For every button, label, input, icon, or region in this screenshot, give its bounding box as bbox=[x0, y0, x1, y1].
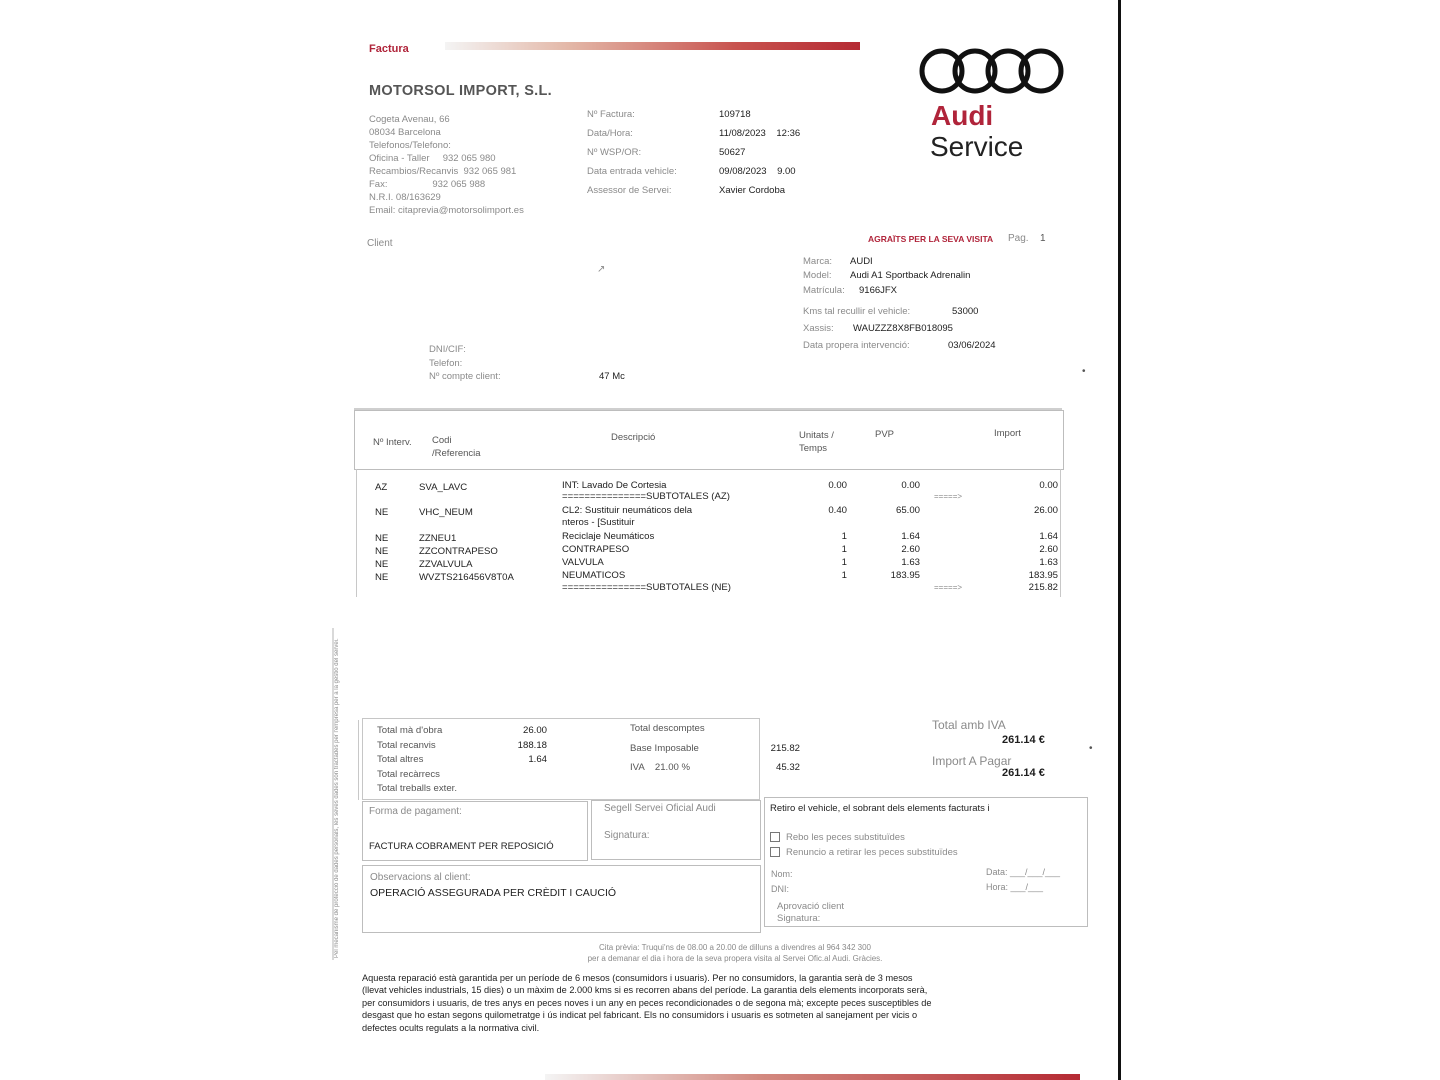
totals-value: 26.00 bbox=[522, 725, 547, 736]
row-description-line: VALVULA bbox=[562, 557, 604, 568]
invoice-info-label: Assessor de Servei: bbox=[587, 185, 672, 196]
row-pvp: 183.95 bbox=[890, 570, 920, 581]
invoice-info-value: 11/08/2023 12:36 bbox=[719, 128, 801, 139]
invoice-info-row bbox=[587, 166, 847, 185]
row-units: 1 bbox=[841, 531, 847, 542]
totals-left bbox=[377, 725, 552, 798]
checkbox-keep[interactable] bbox=[770, 832, 780, 842]
totals-label: IVA 21.00 % bbox=[630, 762, 691, 773]
approval-label: Aprovació client bbox=[777, 901, 845, 912]
row-description-line: ===============SUBTOTALES (AZ) bbox=[562, 491, 730, 502]
company-info-line: Telefonos/Telefono: bbox=[369, 140, 451, 151]
row-pvp: 1.64 bbox=[901, 531, 920, 542]
to-pay-label: Import A Pagar bbox=[932, 754, 1012, 768]
observations-label: Observacions al client: bbox=[370, 872, 471, 883]
table-right-border bbox=[1060, 469, 1061, 597]
vehicle-info-label: Model: bbox=[803, 270, 832, 281]
vehicle-info-value: WAUZZZ8X8FB018095 bbox=[853, 323, 953, 334]
footer-warranty-line: defectes ocults regulats a la normativa civil. bbox=[362, 1022, 540, 1033]
row-code: ZZVALVULA bbox=[419, 559, 473, 570]
table-row bbox=[372, 505, 1060, 529]
vehicle-info-value: 9166JFX bbox=[859, 285, 898, 296]
row-amount: 2.60 bbox=[1039, 544, 1058, 555]
footer-appointment-line: Cita prèvia: Truqui'ns de 08.00 a 20.00 de dilluns a divendres al 964 342 300 bbox=[599, 943, 871, 952]
vehicle-info-row bbox=[803, 270, 1063, 283]
invoice-info-value: 109718 bbox=[719, 109, 751, 120]
table-row bbox=[372, 557, 1060, 569]
table-row bbox=[372, 570, 1060, 582]
client-fields bbox=[429, 344, 689, 385]
footer-warranty-line: (llevat vehicles industrials, 15 dies) o un màxim de 2.000 kms si es recorren abans del període. La garantia dels elements incorporats serà, bbox=[362, 985, 928, 996]
totals-label: Base Imposable bbox=[630, 742, 699, 754]
row-units: 0.40 bbox=[828, 505, 847, 516]
visit-thanks: AGRAÏTS PER LA SEVA VISITA bbox=[868, 234, 994, 244]
row-amount: 1.63 bbox=[1039, 557, 1058, 568]
stamp-label: Segell Servei Oficial Audi bbox=[604, 803, 716, 814]
footer-gradient-bar bbox=[545, 1074, 1080, 1080]
client-field-row bbox=[429, 358, 689, 372]
table-left-border bbox=[356, 469, 357, 597]
totals-row bbox=[630, 762, 805, 782]
retire-name-label: Nom: bbox=[771, 869, 793, 879]
approval-signature-label: Signatura: bbox=[777, 913, 821, 924]
client-field-label: Nº compte client: bbox=[429, 371, 501, 382]
invoice-info-row bbox=[587, 128, 847, 147]
page-number: 1 bbox=[1040, 233, 1046, 244]
footer-warranty-line: Aquesta reparació està garantida per un període de 6 mesos (consumidors i usuaris). Per no consumidors, la garantia serà de 3 mesos bbox=[362, 973, 913, 983]
totals-label: Total mà d'obra bbox=[377, 725, 443, 736]
row-description bbox=[562, 531, 762, 543]
footer-appointment bbox=[540, 942, 930, 964]
header-num: Nº Interv. bbox=[373, 437, 412, 448]
row-amount: 0.00 bbox=[1039, 480, 1058, 491]
totals-value: 215.82 bbox=[770, 742, 800, 754]
row-description bbox=[562, 557, 762, 569]
header-description: Descripció bbox=[611, 432, 656, 443]
audi-rings-logo bbox=[918, 46, 1066, 96]
totals-row bbox=[377, 783, 552, 798]
row-code: SVA_LAVC bbox=[419, 482, 468, 493]
retire-option-keep[interactable] bbox=[770, 832, 905, 843]
row-description-line: NEUMATICOS bbox=[562, 570, 626, 581]
vehicle-info-label: Marca: bbox=[803, 256, 833, 267]
totals-value: 45.32 bbox=[775, 762, 800, 773]
client-field-row bbox=[429, 371, 689, 385]
row-amount: 215.82 bbox=[1028, 582, 1058, 593]
invoice-info-label: Data/Hora: bbox=[587, 128, 633, 139]
company-info-line: 08034 Barcelona bbox=[369, 127, 441, 138]
company-info-line: Oficina - Taller 932 065 980 bbox=[369, 153, 496, 164]
page-edge-line bbox=[1118, 0, 1121, 1080]
row-interv: NE bbox=[375, 533, 389, 544]
table-row bbox=[372, 544, 1060, 556]
row-arrow: =====> bbox=[934, 583, 963, 592]
checkbox-renounce[interactable] bbox=[770, 847, 780, 857]
row-description-line: Reciclaje Neumáticos bbox=[562, 531, 655, 542]
row-interv: NE bbox=[375, 507, 389, 518]
margin-dot: • bbox=[1082, 366, 1086, 377]
totals-label: Total recanvis bbox=[377, 739, 436, 751]
invoice-info-label: Nº Factura: bbox=[587, 109, 635, 120]
row-amount: 26.00 bbox=[1033, 505, 1058, 516]
client-label: Client bbox=[367, 238, 393, 249]
row-units: 1 bbox=[841, 557, 847, 568]
vehicle-info-row bbox=[803, 306, 1063, 319]
client-field-label: DNI/CIF: bbox=[429, 344, 466, 355]
retire-title: Retiro el vehicle, el sobrant dels elements facturats i bbox=[770, 803, 990, 814]
company-info-line: Recambios/Recanvis 932 065 981 bbox=[369, 166, 517, 177]
footer-warranty-line: desgast que ho estan segons quilometratge i ús indicat pel fabricant. Els no consumidors i usuaris es sotmeten al sanejament per vicis o bbox=[362, 1010, 918, 1021]
row-code: VHC_NEUM bbox=[419, 507, 473, 518]
client-field-label: Telefon: bbox=[429, 357, 463, 369]
company-name: MOTORSOL IMPORT, S.L. bbox=[369, 83, 552, 99]
table-row bbox=[372, 582, 1060, 594]
observations-value: OPERACIÓ ASSEGURADA PER CRÈDIT I CAUCIÓ bbox=[370, 887, 617, 899]
totals-value: 1.64 bbox=[528, 754, 547, 765]
footer-warranty bbox=[362, 972, 1072, 1034]
totals-middle bbox=[630, 723, 805, 782]
company-info-line: Cogeta Avenau, 66 bbox=[369, 114, 450, 125]
payment-label: Forma de pagament: bbox=[369, 806, 462, 817]
table-row bbox=[372, 531, 1060, 543]
row-description-line: CONTRAPESO bbox=[562, 544, 630, 555]
totals-row bbox=[377, 725, 552, 740]
table-top-shadow bbox=[354, 408, 1062, 410]
table-row bbox=[372, 491, 1060, 503]
retire-date-label: Data: ___/___/___ bbox=[986, 867, 1061, 877]
row-interv: AZ bbox=[375, 482, 388, 493]
brand-service-text: Service bbox=[930, 131, 1024, 162]
row-arrow: =====> bbox=[934, 492, 963, 501]
row-description-line: ===============SUBTOTALES (NE) bbox=[562, 582, 731, 593]
client-field-value: 47 Mc bbox=[599, 371, 625, 382]
row-pvp: 65.00 bbox=[895, 505, 920, 516]
retire-time-label: Hora: ___/___ bbox=[986, 882, 1044, 892]
row-pvp: 2.60 bbox=[901, 544, 920, 555]
invoice-info-row bbox=[587, 185, 847, 204]
totals-row bbox=[630, 723, 805, 743]
totals-label: Total descomptes bbox=[630, 723, 705, 734]
invoice-info-label: Data entrada vehicle: bbox=[587, 166, 677, 177]
totals-left-border bbox=[358, 720, 359, 800]
row-units: 1 bbox=[841, 570, 847, 581]
retire-option-renounce[interactable] bbox=[770, 847, 958, 858]
vehicle-info-label: Matrícula: bbox=[803, 285, 845, 296]
invoice-info-value: 50627 bbox=[719, 147, 746, 158]
row-description bbox=[562, 582, 762, 594]
row-description bbox=[562, 491, 762, 503]
totals-row bbox=[630, 743, 805, 763]
invoice-info-label: Nº WSP/OR: bbox=[587, 147, 642, 158]
vehicle-info-value: Audi A1 Sportback Adrenalin bbox=[850, 270, 971, 281]
totals-row bbox=[377, 754, 552, 769]
header-pvp: PVP bbox=[875, 429, 895, 440]
vehicle-info-row bbox=[803, 340, 1063, 353]
row-description bbox=[562, 570, 762, 582]
row-description-line: INT: Lavado De Cortesia bbox=[562, 480, 667, 491]
invoice-info-value: 09/08/2023 9.00 bbox=[719, 166, 796, 177]
vehicle-info-row bbox=[803, 323, 1063, 336]
company-info-line: N.R.I. 08/163629 bbox=[369, 192, 441, 203]
totals-label: Total treballs exter. bbox=[377, 783, 457, 794]
row-units: 0.00 bbox=[828, 480, 847, 491]
row-interv: NE bbox=[375, 559, 389, 570]
total-iva-value: 261.14 € bbox=[1002, 734, 1045, 746]
vehicle-info-value: 53000 bbox=[952, 306, 979, 317]
vehicle-info-label: Data propera intervenció: bbox=[803, 340, 910, 351]
row-amount: 183.95 bbox=[1028, 570, 1058, 581]
vehicle-info-row bbox=[803, 256, 1063, 269]
row-description-line: CL2: Sustituir neumáticos dela bbox=[562, 505, 693, 516]
row-interv: NE bbox=[375, 572, 389, 583]
row-units: 1 bbox=[841, 544, 847, 555]
side-legal-text: Pel mecanisme de protecció de dades personals, les seves dades són tractades per l'empresa per a la gestió del servei. bbox=[334, 638, 340, 958]
company-info bbox=[369, 113, 569, 217]
table-body bbox=[372, 478, 1060, 598]
vehicle-info-row bbox=[803, 285, 1063, 298]
row-interv: NE bbox=[375, 546, 389, 557]
vehicle-info-value: AUDI bbox=[850, 256, 873, 267]
client-mark: ↗ bbox=[597, 264, 606, 275]
row-pvp: 1.63 bbox=[901, 557, 920, 568]
row-description bbox=[562, 505, 762, 529]
invoice-info bbox=[587, 109, 847, 204]
vehicle-info-label: Xassis: bbox=[803, 323, 834, 334]
totals-label: Total altres bbox=[377, 754, 424, 765]
total-iva-label: Total amb IVA bbox=[932, 718, 1006, 732]
row-code: ZZCONTRAPESO bbox=[419, 546, 498, 557]
side-text-line bbox=[332, 628, 334, 960]
row-description bbox=[562, 544, 762, 556]
brand-audi-text: Audi bbox=[931, 100, 994, 131]
retire-option-keep-label: Rebo les peces substituïdes bbox=[786, 832, 905, 843]
document-type: Factura bbox=[369, 43, 409, 55]
row-code: WVZTS216456V8T0A bbox=[419, 572, 514, 583]
invoice-info-value: Xavier Cordoba bbox=[719, 185, 786, 196]
company-info-line: Email: citaprevia@motorsolimport.es bbox=[369, 205, 524, 216]
retire-option-renounce-label: Renuncio a retirar les peces substituïdes bbox=[786, 847, 958, 858]
row-description-line: nteros - [Sustituir bbox=[562, 517, 635, 528]
header-units: Unitats / Temps bbox=[799, 430, 834, 454]
row-amount: 1.64 bbox=[1039, 531, 1058, 542]
row-code: ZZNEU1 bbox=[419, 533, 457, 544]
margin-dot-2: • bbox=[1089, 743, 1093, 754]
row-pvp: 0.00 bbox=[901, 480, 920, 491]
totals-value: 188.18 bbox=[517, 739, 547, 751]
footer-appointment-line: per a demanar el dia i hora de la seva propera visita al Servei Ofic.al Audi. Gràcies. bbox=[587, 954, 883, 963]
totals-label: Total recàrrecs bbox=[377, 768, 440, 780]
header-code: Codi /Referencia bbox=[432, 435, 481, 459]
client-field-row bbox=[429, 344, 689, 358]
company-info-line: Fax: 932 065 988 bbox=[369, 179, 486, 190]
page-label: Pag. bbox=[1008, 233, 1029, 244]
vehicle-info-label: Kms tal recullir el vehicle: bbox=[803, 306, 911, 317]
to-pay-value: 261.14 € bbox=[1002, 767, 1045, 779]
signature-label: Signatura: bbox=[604, 830, 650, 841]
totals-row bbox=[377, 769, 552, 784]
totals-row bbox=[377, 740, 552, 755]
vehicle-info-value: 03/06/2024 bbox=[948, 340, 996, 351]
invoice-info-row bbox=[587, 109, 847, 128]
header-amount: Import bbox=[994, 428, 1021, 439]
payment-value: FACTURA COBRAMENT PER REPOSICIÓ bbox=[369, 841, 554, 852]
retire-id-label: DNI: bbox=[771, 884, 789, 894]
invoice-info-row bbox=[587, 147, 847, 166]
footer-warranty-line: per consumidors i usuaris, de tres anys en peces noves i un any en peces recondicionades o de segona mà; excepte peces susceptibles de bbox=[362, 997, 932, 1008]
header-gradient-bar bbox=[445, 42, 860, 50]
